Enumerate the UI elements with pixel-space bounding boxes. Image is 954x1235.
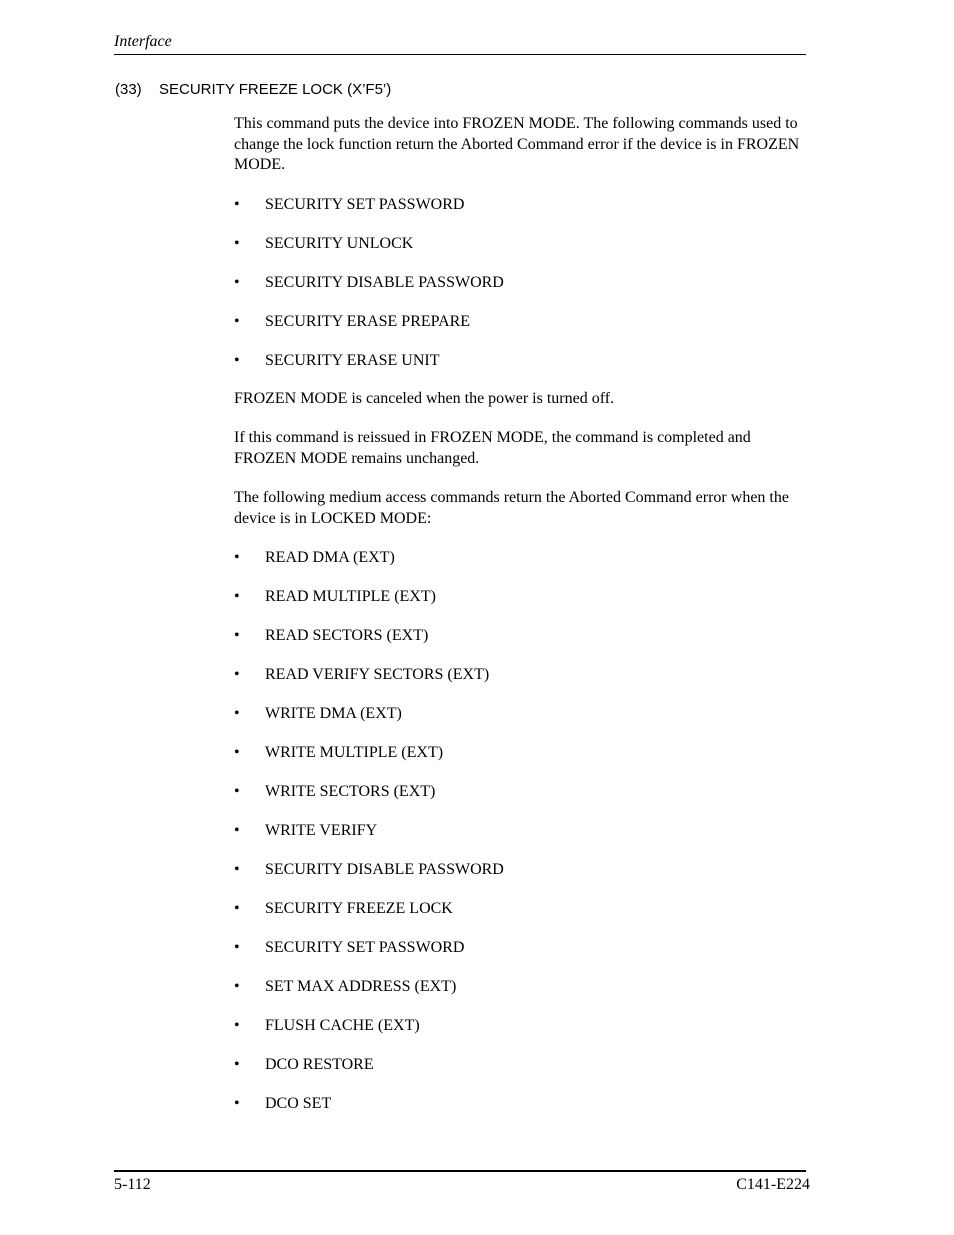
bullet-icon: • xyxy=(234,939,240,956)
bullet-icon: • xyxy=(234,666,240,683)
list-item xyxy=(234,351,806,372)
section-title: SECURITY FREEZE LOCK (X’F5’) xyxy=(159,81,392,98)
list-item xyxy=(234,704,806,725)
bullet-icon: • xyxy=(234,1056,240,1073)
list-item-label: SECURITY DISABLE PASSWORD xyxy=(265,861,504,878)
bullet-icon: • xyxy=(234,705,240,722)
list-item-label: SECURITY DISABLE PASSWORD xyxy=(265,273,504,291)
bullet-icon: • xyxy=(234,861,240,878)
locked-mode-paragraph: The following medium access commands return the Aborted Command error when the device is in LOCKED MODE: xyxy=(234,489,789,527)
list-item xyxy=(234,1094,806,1115)
list-item-label: READ DMA (EXT) xyxy=(265,549,395,566)
list-item-label: SECURITY SET PASSWORD xyxy=(265,195,465,213)
list-item xyxy=(234,665,806,686)
locked-mode-command-list xyxy=(234,548,806,1115)
bullet-icon: • xyxy=(234,549,240,566)
list-item xyxy=(234,821,806,842)
list-item-label: SECURITY UNLOCK xyxy=(265,234,414,252)
section-number: (33) xyxy=(115,81,142,98)
list-item-label: SECURITY ERASE UNIT xyxy=(265,351,440,369)
bullet-icon: • xyxy=(234,1017,240,1034)
list-item xyxy=(234,977,806,998)
list-item xyxy=(234,548,806,569)
list-item xyxy=(234,626,806,647)
header-rule xyxy=(114,54,806,55)
list-item xyxy=(234,938,806,959)
page-header-title: Interface xyxy=(114,33,172,50)
footer-rule xyxy=(114,1170,806,1172)
list-item xyxy=(234,587,806,608)
list-item-label: SECURITY SET PASSWORD xyxy=(265,939,465,956)
footer-document-id: C141-E224 xyxy=(736,1176,810,1193)
bullet-icon: • xyxy=(234,900,240,917)
list-item-label: READ VERIFY SECTORS (EXT) xyxy=(265,666,490,683)
list-item xyxy=(234,1016,806,1037)
list-item xyxy=(234,743,806,764)
list-item-label: SET MAX ADDRESS (EXT) xyxy=(265,978,457,995)
bullet-icon: • xyxy=(234,978,240,995)
list-item xyxy=(234,273,806,294)
list-item-label: WRITE VERIFY xyxy=(265,822,378,839)
section-heading xyxy=(115,80,391,100)
bullet-icon: • xyxy=(234,588,240,605)
bullet-icon: • xyxy=(234,351,240,369)
intro-paragraph: This command puts the device into FROZEN MODE. The following commands used to change the lock function return the Aborted Command error if the device is in FROZEN MODE. xyxy=(234,115,800,173)
list-item-label: READ MULTIPLE (EXT) xyxy=(265,588,436,605)
reissued-paragraph: If this command is reissued in FROZEN MODE, the command is completed and FROZEN MODE remains unchanged. xyxy=(234,429,751,467)
bullet-icon: • xyxy=(234,195,240,213)
list-item xyxy=(234,860,806,881)
bullet-icon: • xyxy=(234,744,240,761)
list-item-label: READ SECTORS (EXT) xyxy=(265,627,429,644)
list-item xyxy=(234,899,806,920)
bullet-icon: • xyxy=(234,822,240,839)
list-item xyxy=(234,312,806,333)
list-item-label: WRITE MULTIPLE (EXT) xyxy=(265,744,444,761)
list-item xyxy=(234,782,806,803)
bullet-icon: • xyxy=(234,234,240,252)
list-item-label: SECURITY ERASE PREPARE xyxy=(265,312,471,330)
list-item xyxy=(234,1055,806,1076)
canceled-paragraph: FROZEN MODE is canceled when the power is turned off. xyxy=(234,389,615,407)
list-item xyxy=(234,234,806,255)
list-item-label: WRITE SECTORS (EXT) xyxy=(265,783,436,800)
list-item-label: DCO RESTORE xyxy=(265,1056,374,1073)
list-item xyxy=(234,195,806,216)
bullet-icon: • xyxy=(234,627,240,644)
bullet-icon: • xyxy=(234,273,240,291)
footer-page-number: 5-112 xyxy=(114,1176,151,1193)
list-item-label: FLUSH CACHE (EXT) xyxy=(265,1017,420,1034)
frozen-mode-command-list xyxy=(234,195,806,372)
bullet-icon: • xyxy=(234,1095,240,1112)
bullet-icon: • xyxy=(234,312,240,330)
bullet-icon: • xyxy=(234,783,240,800)
list-item-label: WRITE DMA (EXT) xyxy=(265,705,402,722)
body-text xyxy=(234,114,806,1133)
list-item-label: DCO SET xyxy=(265,1095,332,1112)
list-item-label: SECURITY FREEZE LOCK xyxy=(265,900,453,917)
